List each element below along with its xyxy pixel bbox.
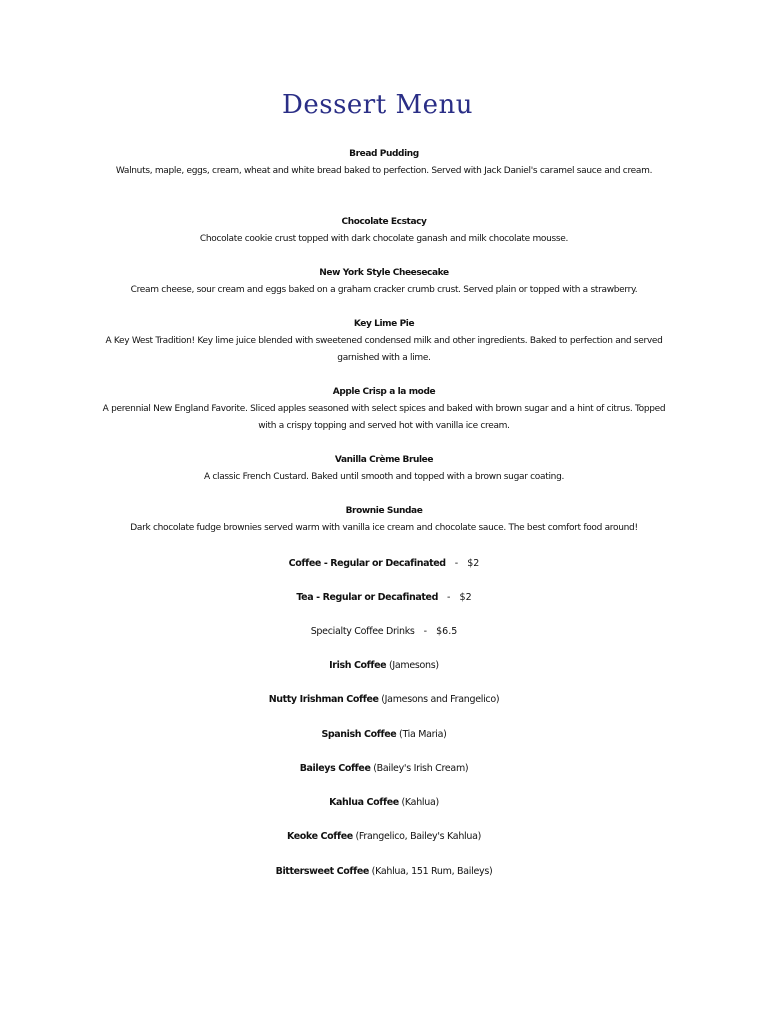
dessert-name: Bread Pudding xyxy=(349,149,419,159)
dessert-name: Brownie Sundae xyxy=(345,506,423,516)
drink-item-specialty-coffee xyxy=(100,624,668,640)
drink-item-irish-coffee xyxy=(100,658,668,674)
price-separator: - xyxy=(445,558,468,569)
drink-ingredients: (Kahlua) xyxy=(398,797,439,808)
drink-item-spanish-coffee xyxy=(100,727,668,743)
drink-name: Spanish Coffee xyxy=(321,729,397,740)
drink-name: Coffee - Regular or Decafinated xyxy=(288,558,446,569)
price-separator: - xyxy=(438,592,460,603)
dessert-description: A perennial New England Favorite. Sliced apples seasoned with select spices and baked with brown sugar and a hint of citrus. Topped with a crispy topping and served hot with vanilla ice cream. xyxy=(102,404,666,431)
drink-item-tea xyxy=(100,590,668,606)
drink-item-baileys-coffee xyxy=(100,761,668,777)
drink-item-coffee xyxy=(100,556,668,572)
drink-ingredients: (Kahlua, 151 Rum, Baileys) xyxy=(368,866,493,877)
dessert-description: Chocolate cookie crust topped with dark chocolate ganash and milk chocolate mousse. xyxy=(199,234,569,244)
dessert-description: Dark chocolate fudge brownies served warm with vanilla ice cream and chocolate sauce. The best comfort food around! xyxy=(130,523,638,533)
dessert-item-brownie-sundae xyxy=(100,503,668,537)
dessert-item-apple-crisp xyxy=(100,384,668,435)
drink-item-bittersweet-coffee xyxy=(100,864,668,880)
drink-ingredients: (Bailey's Irish Cream) xyxy=(370,763,469,774)
drink-name: Kahlua Coffee xyxy=(329,797,399,808)
dessert-item-key-lime-pie xyxy=(100,316,668,367)
drink-price: $2 xyxy=(467,558,480,569)
drink-ingredients: (Tia Maria) xyxy=(396,729,447,740)
page-title: Dessert Menu xyxy=(282,90,473,120)
drink-name: Tea - Regular or Decafinated xyxy=(296,592,438,603)
drink-name: Baileys Coffee xyxy=(299,763,371,774)
dessert-description: Walnuts, maple, eggs, cream, wheat and white bread baked to perfection. Served with Jack Daniel's caramel sauce and cream. xyxy=(115,166,653,176)
dessert-item-cheesecake xyxy=(100,265,668,299)
dessert-name: Chocolate Ecstacy xyxy=(341,217,427,227)
dessert-description: A Key West Tradition! Key lime juice blended with sweetened condensed milk and other ingredients. Baked to perfection and served garnished with a lime. xyxy=(105,336,663,363)
drink-name: Nutty Irishman Coffee xyxy=(268,694,379,705)
drink-item-keoke-coffee xyxy=(100,829,668,845)
dessert-name: New York Style Cheesecake xyxy=(319,268,449,278)
drink-price: $2 xyxy=(459,592,472,603)
drink-name: Specialty Coffee Drinks xyxy=(310,626,415,637)
dessert-name: Key Lime Pie xyxy=(353,319,415,329)
dessert-item-creme-brulee xyxy=(100,452,668,486)
dessert-item-bread-pudding xyxy=(100,146,668,180)
drink-ingredients: (Jamesons and Frangelico) xyxy=(378,694,500,705)
dessert-description: A classic French Custard. Baked until smooth and topped with a brown sugar coating. xyxy=(203,472,565,482)
drink-item-nutty-irishman xyxy=(100,692,668,708)
dessert-name: Vanilla Crème Brulee xyxy=(334,455,434,465)
price-separator: - xyxy=(414,626,437,637)
drink-name: Bittersweet Coffee xyxy=(275,866,369,877)
drink-name: Keoke Coffee xyxy=(286,831,353,842)
drink-ingredients: (Frangelico, Bailey's Kahlua) xyxy=(352,831,482,842)
drink-name: Irish Coffee xyxy=(329,660,387,671)
drink-item-kahlua-coffee xyxy=(100,795,668,811)
dessert-name: Apple Crisp a la mode xyxy=(332,387,436,397)
dessert-item-chocolate-ecstacy xyxy=(100,214,668,248)
drink-ingredients: (Jamesons) xyxy=(386,660,439,671)
dessert-description: Cream cheese, sour cream and eggs baked on a graham cracker crumb crust. Served plain or topped with a strawberry. xyxy=(130,285,638,295)
drink-price: $6.5 xyxy=(436,626,458,637)
